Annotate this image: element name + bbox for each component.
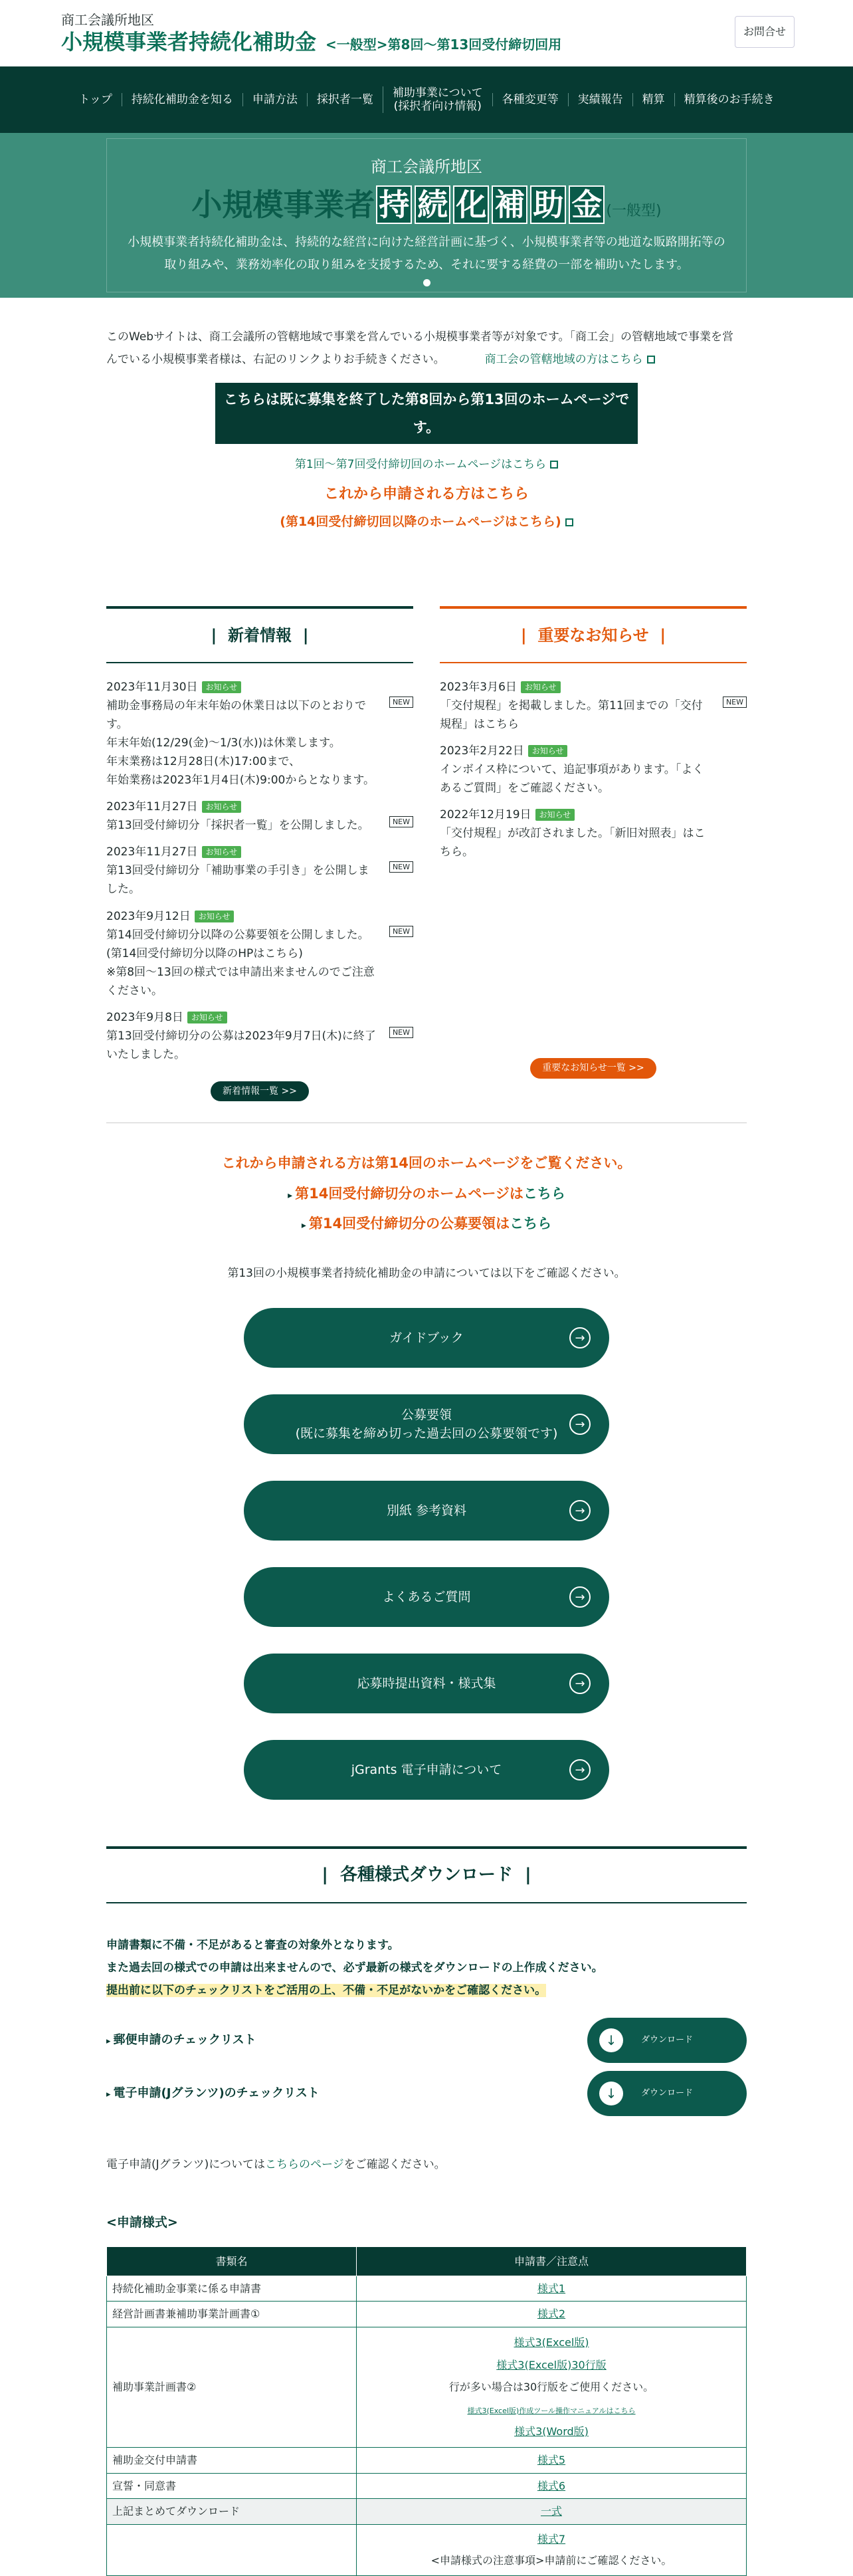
table-row: 持続化補助金事業に係る申請書 様式1 bbox=[107, 2276, 747, 2302]
important-heading: | 重要なお知らせ | bbox=[440, 606, 747, 663]
form-link[interactable]: 様式3(Excel版)30行版 bbox=[496, 2358, 607, 2371]
hero-box: 助 bbox=[530, 185, 566, 224]
nav-after[interactable]: 精算後のお手続き bbox=[674, 93, 784, 106]
table-row: 上記まとめてダウンロード 一式 bbox=[107, 2499, 747, 2525]
carousel-dot[interactable] bbox=[423, 279, 430, 286]
table-row: 様式7 <申請様式の注意事項>申請前にご確認ください。 bbox=[107, 2524, 747, 2575]
call-14-guide: ▸ 第14回受付締切分の公募要領はこちら bbox=[0, 1213, 853, 1235]
download-icon: ↓ bbox=[599, 2028, 623, 2052]
site-brand[interactable] bbox=[61, 12, 561, 54]
intro bbox=[0, 298, 853, 534]
shokokai-link[interactable]: 商工会の管轄地域の方はこちら bbox=[484, 353, 643, 366]
new-tag: NEW bbox=[723, 697, 747, 708]
jgrants-note: 電子申請(Jグランツ)についてはこちらのページをご確認ください。 bbox=[106, 2158, 446, 2172]
external-link-icon bbox=[647, 356, 655, 364]
important-item[interactable]: 2023年2月22日 お知らせ インボイス枠について、追記事項があります。「よくあるご質問」をご確認ください。 bbox=[440, 744, 704, 796]
arrow-right-icon: → bbox=[569, 1673, 591, 1694]
news-more-button[interactable]: 新着情報一覧 >> bbox=[211, 1081, 309, 1101]
important-badge: お知らせ bbox=[521, 681, 561, 693]
downloads-heading: | 各種様式ダウンロード | bbox=[106, 1846, 747, 1903]
koubo-button[interactable]: 公募要領 (既に募集を締め切った過去回の公募要領です) → bbox=[244, 1394, 609, 1454]
hero-description: 小規模事業者持続化補助金は、持続的な経営に向けた経営計画に基づく、小規模事業者等の地道な販路開拓等の 取り組みや、業務効率化の取り組みを支援するため、それに要する経費の一部を補助いたします。 bbox=[128, 235, 725, 272]
call-14-guide-link[interactable]: こちら bbox=[510, 1216, 552, 1232]
form-link[interactable]: 様式7 bbox=[537, 2532, 566, 2545]
hero-banner bbox=[0, 133, 853, 298]
postal-checklist-download[interactable]: ↓ ダウンロード bbox=[587, 2018, 747, 2063]
arrow-right-icon: → bbox=[569, 1759, 591, 1780]
news-heading: | 新着情報 | bbox=[106, 606, 413, 663]
external-link-icon bbox=[550, 461, 558, 469]
table-row: 宣誓・同意書 様式6 bbox=[107, 2473, 747, 2499]
important-more-button[interactable]: 重要なお知らせ一覧 >> bbox=[530, 1058, 656, 1078]
brand-subtitle: <一般型>第8回〜第13回受付締切回用 bbox=[326, 37, 562, 53]
apply-14-line bbox=[106, 509, 747, 534]
jgrants-checklist-label: ▸ 電子申請(Jグランツ)のチェックリスト bbox=[106, 2084, 320, 2103]
jgrants-button[interactable]: jGrants 電子申請について → bbox=[244, 1740, 609, 1800]
news-badge: お知らせ bbox=[195, 911, 235, 922]
hero-box: 化 bbox=[453, 185, 489, 224]
news-item: 2023年9月8日 お知らせ NEW 第13回受付締切分の公募は2023年9月7日(木)に終了いたしました。 bbox=[106, 1008, 413, 1064]
form-link[interactable]: 一式 bbox=[540, 2505, 562, 2518]
table-row: 経営計画書兼補助事業計画書① 様式2 bbox=[107, 2302, 747, 2327]
forms-button[interactable]: 応募時提出資料・様式集 → bbox=[244, 1654, 609, 1713]
external-link-icon bbox=[565, 518, 573, 526]
hero-box: 補 bbox=[492, 185, 527, 224]
hero-tail: (一般型) bbox=[606, 203, 662, 219]
form-link[interactable]: 様式3(Excel版) bbox=[514, 2336, 589, 2349]
global-nav bbox=[0, 66, 853, 133]
important-more bbox=[440, 1058, 747, 1078]
news-more bbox=[106, 1081, 413, 1101]
form-link[interactable]: 様式3(Word版) bbox=[514, 2425, 589, 2438]
forms-heading: <申請様式> bbox=[106, 2215, 178, 2230]
old-site-link[interactable]: 第1回〜第7回受付締切回のホームページはこちら bbox=[294, 458, 547, 471]
postal-checklist-label: ▸ 郵便申請のチェックリスト bbox=[106, 2031, 256, 2050]
round-13-note: 第13回の小規模事業者持続化補助金の申請については以下をご確認ください。 bbox=[227, 1267, 626, 1281]
table-row: 補助事業計画書② 様式3(Excel版) 様式3(Excel版)30行版 行が多い場合は30行版をご使用ください。 様式3(Excel版)作成ツール操作マニュアルはこちら 様式3(Word版) bbox=[107, 2327, 747, 2448]
guidebook-button[interactable]: ガイドブック → bbox=[244, 1308, 609, 1368]
important-badge: お知らせ bbox=[535, 809, 575, 821]
site-header bbox=[0, 0, 853, 66]
jgrants-checklist-row bbox=[106, 2071, 747, 2116]
old-site-line bbox=[106, 453, 747, 476]
jgrants-page-link[interactable]: こちらのページ bbox=[264, 2158, 344, 2172]
arrow-right-icon: → bbox=[569, 1500, 591, 1521]
table-row: 補助金交付申請書 様式5 bbox=[107, 2447, 747, 2473]
closed-banner: こちらは既に募集を終了した第8回から第13回のホームページです。 bbox=[215, 383, 638, 444]
news-badge: お知らせ bbox=[187, 1012, 227, 1023]
nav-settle[interactable]: 精算 bbox=[632, 93, 674, 106]
form-link[interactable]: 様式5 bbox=[537, 2453, 566, 2466]
nav-report[interactable]: 実績報告 bbox=[568, 93, 632, 106]
nav-top[interactable]: トップ bbox=[78, 92, 112, 106]
intro-text-1: このWebサイトは、商工会議所の管轄地域で事業を営んでいる小規模事業者等が対象です。「商工会」の管轄地域で事業を営 bbox=[106, 330, 734, 344]
important-badge: お知らせ bbox=[528, 745, 568, 757]
news-badge: お知らせ bbox=[202, 846, 242, 858]
apply-14-link[interactable]: (第14回受付締切回以降のホームページはこちら) bbox=[280, 514, 561, 529]
reference-button[interactable]: 別紙 参考資料 → bbox=[244, 1481, 609, 1541]
news-column bbox=[106, 606, 413, 1101]
news-badge: お知らせ bbox=[202, 801, 242, 813]
call-14-home: ▸ 第14回受付締切分のホームページはこちら bbox=[0, 1183, 853, 1206]
news-item[interactable]: 2023年9月12日 お知らせ NEW 第14回受付締切分以降の公募要領を公開しました。(第14回受付締切分以降のHPはこちら) ※第8回〜13回の様式では申請出来ませんのでご注意ください。 bbox=[106, 907, 413, 1000]
new-tag: NEW bbox=[389, 861, 413, 873]
manual-link[interactable]: 様式3(Excel版)作成ツール操作マニュアルはこちら bbox=[467, 2406, 636, 2415]
hero-pre: 商工会議所地区 bbox=[371, 158, 482, 176]
news-item: 2023年11月30日 お知らせ NEW 補助金事務局の年末年始の休業日は以下のとおりです。 年末年始(12/29(金)〜1/3(水))は休業します。 年末業務は12月28日(木)17:00まで、 年始業務は2023年1月4日(木)9:00からとなります。 bbox=[106, 678, 413, 790]
hero-box: 金 bbox=[569, 185, 605, 224]
hero-box: 続 bbox=[415, 185, 450, 224]
call-14-heading: これから申請される方は第14回のホームページをご覧ください。 bbox=[221, 1155, 632, 1172]
important-list bbox=[440, 663, 747, 861]
contact-button[interactable]: お問合せ bbox=[735, 16, 795, 48]
jgrants-checklist-download[interactable]: ↓ ダウンロード bbox=[587, 2071, 747, 2116]
form-link[interactable]: 様式6 bbox=[537, 2479, 566, 2492]
important-item[interactable]: 2022年12月19日 お知らせ 「交付規程」が改訂されました。「新旧対照表」はこちら。 bbox=[440, 808, 706, 859]
arrow-right-icon: → bbox=[569, 1414, 591, 1435]
new-tag: NEW bbox=[389, 1027, 413, 1038]
new-tag: NEW bbox=[389, 816, 413, 827]
brand-pre: 商工会議所地区 bbox=[61, 12, 154, 28]
download-icon: ↓ bbox=[599, 2082, 623, 2105]
arrow-right-icon: → bbox=[569, 1586, 591, 1608]
download-notice: 申請書類に不備・不足があると審査の対象外となります。 また過去回の様式での申請は出来ませんので、必ず最新の様式をダウンロードの上作成ください。 提出前に以下のチェックリストをご活用の上、不備・不足がないかをご確認ください。 bbox=[106, 1939, 603, 1998]
nav-project[interactable]: 補助事業について (採択者向け情報) bbox=[383, 86, 492, 114]
arrow-right-icon: → bbox=[569, 1327, 591, 1348]
call-14-home-link[interactable]: こちら bbox=[523, 1185, 565, 1202]
col-header-files: 申請書／注意点 bbox=[357, 2246, 747, 2276]
hero-title: 小規模事業者 持 続 化 補 助 金 (一般型) bbox=[191, 187, 662, 223]
nav-about[interactable]: 持続化補助金を知る bbox=[122, 93, 242, 106]
nav-adopted[interactable]: 採択者一覧 bbox=[307, 93, 383, 106]
nav-changes[interactable]: 各種変更等 bbox=[492, 93, 568, 106]
resource-buttons bbox=[0, 1283, 853, 1800]
form-link[interactable]: 様式2 bbox=[537, 2308, 566, 2321]
new-tag: NEW bbox=[389, 697, 413, 708]
postal-checklist-row bbox=[106, 2018, 747, 2063]
col-header-name: 書類名 bbox=[107, 2246, 357, 2276]
news-item[interactable]: 2023年11月27日 お知らせ NEW 第13回受付締切分「採択者一覧」を公開しました。 bbox=[106, 798, 413, 835]
hero-box: 持 bbox=[376, 185, 412, 224]
form-link[interactable]: 様式1 bbox=[537, 2282, 566, 2295]
forms-table bbox=[106, 2246, 747, 2576]
faq-button[interactable]: よくあるご質問 → bbox=[244, 1567, 609, 1627]
intro-text-2: んでいる小規模事業者様は、右記のリンクよりお手続きください。 商工会の管轄地域の方はこちら bbox=[106, 348, 747, 371]
apply-now-link[interactable]: これから申請される方はこちら bbox=[324, 486, 529, 502]
call-14 bbox=[0, 1123, 853, 1235]
important-column bbox=[440, 606, 747, 1101]
nav-apply[interactable]: 申請方法 bbox=[242, 93, 307, 106]
important-item[interactable]: 2023年3月6日 お知らせ NEW 「交付規程」を掲載しました。第11回までの「交付規程」はこちら bbox=[440, 678, 747, 734]
news-list bbox=[106, 663, 413, 1064]
news-badge: お知らせ bbox=[202, 681, 242, 693]
news-columns bbox=[0, 534, 853, 1101]
new-tag: NEW bbox=[389, 926, 413, 937]
news-item[interactable]: 2023年11月27日 お知らせ NEW 第13回受付締切分「補助事業の手引き」を公開しました。 bbox=[106, 843, 413, 899]
brand-title: 小規模事業者持続化補助金 <一般型>第8回〜第13回受付締切回用 bbox=[61, 29, 562, 54]
